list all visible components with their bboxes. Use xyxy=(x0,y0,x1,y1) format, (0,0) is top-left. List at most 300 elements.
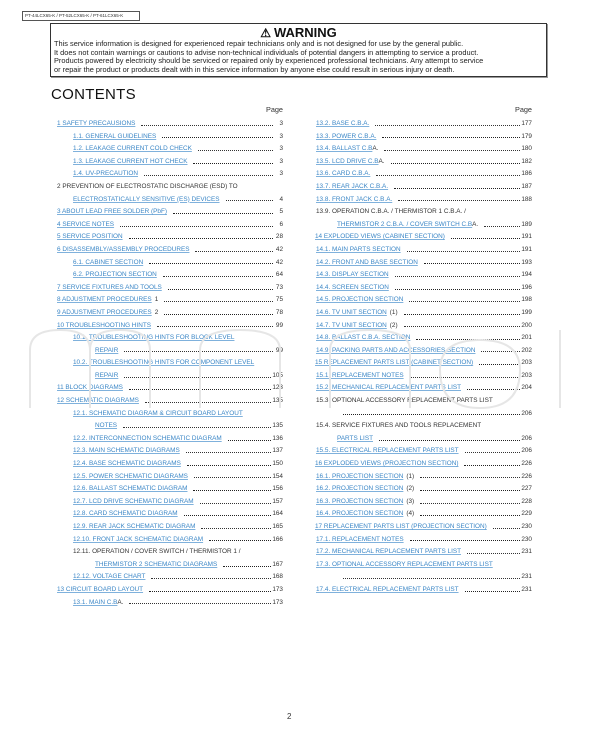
toc-page-number: 179 xyxy=(521,132,532,140)
toc-link[interactable]: 13 CIRCUIT BOARD LAYOUT xyxy=(57,585,144,593)
toc-entry xyxy=(315,420,532,433)
toc-entry[interactable] xyxy=(55,559,283,572)
toc-link[interactable]: REPAIR xyxy=(95,371,119,379)
toc-entry[interactable] xyxy=(315,320,532,333)
toc-link[interactable]: 1.3. LEAKAGE CURRENT HOT CHECK xyxy=(73,157,188,165)
toc-link[interactable]: 10.1. TROUBLESHOOTING HINTS FOR BLOCK LEVEL xyxy=(73,334,235,342)
toc-page-number: 230 xyxy=(521,535,532,543)
toc-page-number: 206 xyxy=(521,409,532,417)
toc-entry[interactable] xyxy=(55,168,283,181)
model-number-label: PT-44LCX65-K / PT-52LCX65-K / PT-61LCX65-K xyxy=(22,11,140,21)
toc-link[interactable]: 14.2. FRONT AND BASE SECTION xyxy=(316,258,418,266)
dot-leader xyxy=(398,200,520,201)
toc-page-number: 204 xyxy=(521,384,532,392)
toc-entry[interactable] xyxy=(315,445,532,458)
dot-leader xyxy=(410,377,521,378)
toc-entry[interactable] xyxy=(315,219,532,232)
toc-page-number: 3 xyxy=(279,145,283,153)
toc-page-number: 166 xyxy=(272,535,283,543)
toc-entry[interactable] xyxy=(55,370,283,383)
dot-leader xyxy=(464,465,520,466)
toc-link[interactable]: 14.3. DISPLAY SECTION xyxy=(316,271,389,279)
dot-leader xyxy=(420,503,520,504)
toc-link[interactable]: 14.8. BALLAST C.B.A. SECTION xyxy=(316,334,411,342)
warning-triangle-icon: ⚠ xyxy=(260,26,271,40)
toc-link[interactable]: 14 EXPLODED VIEWS (CABINET SECTION) xyxy=(315,233,445,241)
toc-link[interactable]: 12.7. LCD DRIVE SCHEMATIC DIAGRAM xyxy=(73,497,194,505)
toc-entry-suffix: (2) xyxy=(406,485,415,493)
toc-entry[interactable] xyxy=(55,445,283,458)
toc-page-number: 187 xyxy=(521,182,532,190)
dot-leader xyxy=(163,276,273,277)
dot-leader xyxy=(451,238,520,239)
toc-entry[interactable] xyxy=(315,143,532,156)
toc-entry[interactable] xyxy=(315,131,532,144)
toc-page-number: 182 xyxy=(521,157,532,165)
toc-entry[interactable] xyxy=(315,458,532,471)
dot-leader xyxy=(493,528,521,529)
toc-link[interactable]: 8 ADJUSTMENT PROCEDURES xyxy=(57,296,152,304)
toc-entry[interactable] xyxy=(55,206,283,219)
dot-leader xyxy=(168,289,273,290)
toc-entry[interactable] xyxy=(55,345,283,358)
toc-link[interactable]: 16.4. PROJECTION SECTION xyxy=(316,510,404,518)
toc-link[interactable]: 12.9. REAR JACK SCHEMATIC DIAGRAM xyxy=(73,523,196,530)
warning-title-text: WARNING xyxy=(273,25,337,40)
toc-link[interactable]: 1.4. UV-PRECAUTION xyxy=(73,170,138,178)
toc-entry[interactable] xyxy=(315,181,532,194)
dot-leader xyxy=(410,540,521,541)
toc-link[interactable]: 12.6. BALLAST SCHEMATIC DIAGRAM xyxy=(73,485,188,493)
toc-link[interactable]: 15.5. ELECTRICAL REPLACEMENT PARTS LIST xyxy=(316,447,459,455)
toc-entry[interactable] xyxy=(55,320,283,333)
dot-leader xyxy=(198,150,273,151)
toc-page-number: 64 xyxy=(275,271,283,279)
toc-page-number: 5 xyxy=(279,208,283,216)
toc-page-number: 206 xyxy=(521,447,532,455)
page-column-header: Page xyxy=(265,105,283,114)
toc-entry[interactable] xyxy=(55,534,283,547)
toc-entry[interactable] xyxy=(315,546,532,559)
toc-entry[interactable] xyxy=(315,156,532,169)
dot-leader xyxy=(479,364,520,365)
toc-entry xyxy=(315,206,532,219)
toc-link[interactable]: 1.2. LEAKAGE CURRENT COLD CHECK xyxy=(73,145,192,153)
toc-link[interactable]: THERMISTOR 2 SCHEMATIC DIAGRAMS xyxy=(95,560,218,568)
toc-page-number: 226 xyxy=(521,472,532,480)
toc-entry[interactable] xyxy=(55,496,283,509)
toc-link[interactable]: 12.2. INTERCONNECTION SCHEMATIC DIAGRAM xyxy=(73,434,222,442)
toc-entry-suffix: A. xyxy=(372,145,379,153)
dot-leader xyxy=(129,238,273,239)
toc-entry[interactable] xyxy=(315,244,532,257)
toc-link[interactable]: THERMISTOR 2 C.B.A. / COVER SWITCH C.B xyxy=(337,220,473,228)
toc-page-number: 201 xyxy=(521,334,532,342)
toc-page-number: 199 xyxy=(521,308,532,316)
toc-link[interactable]: 13.1. MAIN C.B xyxy=(73,598,118,606)
toc-page-number: 186 xyxy=(521,170,532,178)
toc-entry[interactable] xyxy=(55,269,283,282)
dot-leader xyxy=(343,578,520,579)
toc-heading-text: 15.3. OPTIONAL ACCESSORY REPLACEMENT PARTS LIST xyxy=(316,397,493,405)
toc-link[interactable]: 12.8. CARD SCHEMATIC DIAGRAM xyxy=(73,510,178,518)
toc-page-number: 42 xyxy=(275,258,283,266)
toc-page-number: 105 xyxy=(272,371,283,379)
toc-link[interactable]: 16.2. PROJECTION SECTION xyxy=(316,485,404,493)
toc-link[interactable]: 6 DISASSEMBLY/ASSEMBLY PROCEDURES xyxy=(57,245,190,253)
toc-entry[interactable] xyxy=(315,294,532,307)
toc-link[interactable]: 15 REPLACEMENT PARTS LIST (CABINET SECTION) xyxy=(315,359,474,367)
toc-page-number: 6 xyxy=(279,220,283,228)
dot-leader xyxy=(226,200,273,201)
toc-entry[interactable] xyxy=(55,483,283,496)
dot-leader xyxy=(375,125,520,126)
toc-link[interactable]: 3 ABOUT LEAD FREE SOLDER (PbF) xyxy=(57,208,167,216)
toc-entry-suffix: A. xyxy=(472,220,479,228)
toc-link[interactable]: 17.1. REPLACEMENT NOTES xyxy=(316,535,404,543)
toc-entry[interactable] xyxy=(315,496,532,509)
toc-entry-suffix: (1) xyxy=(389,308,398,316)
toc-link[interactable]: 13.7. REAR JACK C.B.A. xyxy=(316,182,389,190)
toc-link[interactable]: 5 SERVICE POSITION xyxy=(57,233,123,241)
warning-line: or repair the product or products dealt with in this service information by anyone else could result in serious injury or death. xyxy=(54,64,455,74)
dot-leader xyxy=(484,226,520,227)
dot-leader xyxy=(184,515,272,516)
toc-entry xyxy=(55,181,283,194)
toc-link[interactable]: 13.8. FRONT JACK C.B.A. xyxy=(316,195,393,203)
toc-page-number: 135 xyxy=(272,397,283,405)
toc-link[interactable]: 11 BLOCK DIAGRAMS xyxy=(57,384,123,392)
toc-entry[interactable] xyxy=(315,269,532,282)
toc-entry[interactable] xyxy=(55,571,283,584)
toc-link[interactable]: 10 TROUBLESHOOTING HINTS xyxy=(57,321,151,329)
toc-link[interactable]: PARTS LIST xyxy=(337,434,373,442)
toc-page-number: 165 xyxy=(272,523,283,530)
toc-page-number: 228 xyxy=(521,497,532,505)
toc-link[interactable]: 10.2. TROUBLESHOOTING HINTS FOR COMPONENT LEVEL xyxy=(73,359,255,367)
dot-leader xyxy=(420,477,520,478)
dot-leader xyxy=(465,591,521,592)
toc-link[interactable]: 12.4. BASE SCHEMATIC DIAGRAMS xyxy=(73,460,181,468)
toc-page-number: 173 xyxy=(272,598,283,606)
toc-entry[interactable] xyxy=(55,408,283,421)
toc-page-number: 164 xyxy=(272,510,283,518)
toc-page-number: 3 xyxy=(279,120,283,127)
toc-heading-text: 15.4. SERVICE FIXTURES AND TOOLS REPLACEMENT xyxy=(316,422,482,430)
toc-page-number: 167 xyxy=(272,560,283,568)
warning-title xyxy=(51,26,546,40)
toc-link[interactable]: 14.4. SCREEN SECTION xyxy=(316,283,389,291)
toc-link[interactable]: 17.4. ELECTRICAL REPLACEMENT PARTS LIST xyxy=(316,585,459,593)
toc-page-number: 196 xyxy=(521,283,532,291)
toc-link[interactable]: 14.6. TV UNIT SECTION xyxy=(316,308,387,316)
toc-page-number: 206 xyxy=(521,434,532,442)
toc-heading-text: 2 PREVENTION OF ELECTROSTATIC DISCHARGE (ESD) TO xyxy=(57,182,238,190)
dot-leader xyxy=(467,553,520,554)
toc-page-number: 191 xyxy=(521,245,532,253)
toc-link[interactable]: 13.2. BASE C.B.A. xyxy=(316,120,370,127)
toc-entry[interactable] xyxy=(315,118,532,131)
toc-page-number: 136 xyxy=(272,434,283,442)
toc-page-number: 168 xyxy=(272,573,283,581)
toc-page-number: 226 xyxy=(521,460,532,468)
toc-link[interactable]: 13.5. LCD DRIVE C.B xyxy=(316,157,379,165)
toc-entry[interactable] xyxy=(55,420,283,433)
toc-entry-suffix: A. xyxy=(117,598,124,606)
toc-heading-text: 13.9. OPERATION C.B.A. / THERMISTOR 1 C.B.A. / xyxy=(316,208,466,216)
toc-link[interactable]: 7 SERVICE FIXTURES AND TOOLS xyxy=(57,283,162,291)
toc-link[interactable]: 14.1. MAIN PARTS SECTION xyxy=(316,245,401,253)
toc-link[interactable]: 16.1. PROJECTION SECTION xyxy=(316,472,404,480)
toc-heading-text: 12.11. OPERATION / COVER SWITCH / THERMISTOR 1 / xyxy=(73,548,241,556)
toc-page-number: 173 xyxy=(272,585,283,593)
toc-link[interactable]: 12.10. FRONT JACK SCHEMATIC DIAGRAM xyxy=(73,535,204,543)
toc-entry[interactable] xyxy=(315,370,532,383)
dot-leader xyxy=(194,477,271,478)
warning-line: This service information is designed for experienced repair technicians only and is not designed for use by the general public. xyxy=(54,39,464,48)
toc-entry[interactable] xyxy=(55,521,283,534)
dot-leader xyxy=(424,263,521,264)
toc-entry[interactable] xyxy=(55,357,283,370)
toc-link[interactable]: 4 SERVICE NOTES xyxy=(57,220,115,228)
warning-line: Products powered by electricity should be serviced or repaired only by experienced professional technicians. Any attempt to service xyxy=(54,56,484,66)
toc-entry-suffix: (1) xyxy=(406,472,415,480)
toc-link[interactable]: 6.1. CABINET SECTION xyxy=(73,258,144,266)
toc-entry[interactable] xyxy=(55,332,283,345)
toc-page-number: 231 xyxy=(521,548,532,556)
toc-page-number: 227 xyxy=(521,485,532,493)
toc-page-number: 78 xyxy=(275,308,283,316)
toc-entry[interactable] xyxy=(55,231,283,244)
toc-page-number: 3 xyxy=(279,157,283,165)
toc-link[interactable]: 6.2. PROJECTION SECTION xyxy=(73,271,157,279)
toc-entry[interactable] xyxy=(55,382,283,395)
toc-page-number: 180 xyxy=(521,145,532,153)
toc-entry[interactable] xyxy=(55,194,283,207)
toc-entry[interactable] xyxy=(55,244,283,257)
toc-entry-suffix: (2) xyxy=(389,321,398,329)
dot-leader xyxy=(164,301,273,302)
toc-entry[interactable] xyxy=(315,231,532,244)
toc-right-column xyxy=(315,104,532,597)
dot-leader xyxy=(157,326,273,327)
toc-page-number: 231 xyxy=(521,585,532,593)
dot-leader xyxy=(420,515,520,516)
toc-link[interactable]: 12.12. VOLTAGE CHART xyxy=(73,573,146,581)
toc-link[interactable]: 13.3. POWER C.B.A. xyxy=(316,132,377,140)
toc-entry[interactable] xyxy=(55,395,283,408)
toc-page-number: 202 xyxy=(521,346,532,354)
toc-page-number: 99 xyxy=(275,346,283,354)
toc-page-number: 75 xyxy=(275,296,283,304)
dot-leader xyxy=(186,452,272,453)
toc-page-number: 231 xyxy=(521,573,532,581)
toc-page-number: 135 xyxy=(272,422,283,430)
warning-box xyxy=(50,23,547,77)
toc-page-number: 73 xyxy=(275,283,283,291)
toc-list-right xyxy=(315,118,532,597)
dot-leader xyxy=(420,490,520,491)
dot-leader xyxy=(465,452,521,453)
toc-link[interactable]: 16 EXPLODED VIEWS (PROJECTION SECTION) xyxy=(315,460,459,468)
toc-page-number: 99 xyxy=(275,321,283,329)
toc-link[interactable]: 12.1. SCHEMATIC DIAGRAM & CIRCUIT BOARD LAYOUT xyxy=(73,409,243,417)
toc-left-column xyxy=(55,104,283,609)
toc-page-number: 188 xyxy=(521,195,532,203)
toc-page-number: 42 xyxy=(275,245,283,253)
dot-leader xyxy=(404,314,521,315)
toc-link[interactable]: 1.1. GENERAL GUIDELINES xyxy=(73,132,157,140)
toc-page-number: 156 xyxy=(272,485,283,493)
toc-page-number: 191 xyxy=(521,233,532,241)
toc-entry[interactable] xyxy=(55,257,283,270)
toc-entry-suffix: 1 xyxy=(154,296,159,304)
toc-entry[interactable] xyxy=(55,219,283,232)
dot-leader xyxy=(395,276,521,277)
dot-leader xyxy=(141,125,273,126)
toc-entry[interactable] xyxy=(315,345,532,358)
toc-link[interactable]: REPAIR xyxy=(95,346,119,354)
toc-page-number: 177 xyxy=(521,120,532,127)
toc-page-number: 3 xyxy=(279,132,283,140)
toc-link[interactable]: 17.3. OPTIONAL ACCESSORY REPLACEMENT PARTS LIST xyxy=(316,560,493,568)
toc-link[interactable]: 17.2. MECHANICAL REPLACEMENT PARTS LIST xyxy=(316,548,462,556)
toc-entry[interactable] xyxy=(315,307,532,320)
toc-page-number: 230 xyxy=(521,523,532,530)
toc-link[interactable]: 9 ADJUSTMENT PROCEDURES xyxy=(57,308,152,316)
toc-page-number: 193 xyxy=(521,258,532,266)
dot-leader xyxy=(407,251,521,252)
toc-entry[interactable] xyxy=(55,156,283,169)
toc-entry[interactable] xyxy=(55,597,283,610)
dot-leader xyxy=(201,528,271,529)
toc-link[interactable]: 14.9. PACKING PARTS AND ACCESSORIES SECTION xyxy=(316,346,476,354)
toc-link[interactable]: 15.2. MECHANICAL REPLACEMENT PARTS LIST xyxy=(316,384,462,392)
toc-entry-suffix: (3) xyxy=(406,497,415,505)
dot-leader xyxy=(162,137,273,138)
toc-link[interactable]: 12.5. POWER SCHEMATIC DIAGRAMS xyxy=(73,472,188,480)
toc-entry[interactable] xyxy=(315,521,532,534)
dot-leader xyxy=(200,503,272,504)
dot-leader xyxy=(123,427,271,428)
toc-entry[interactable] xyxy=(55,131,283,144)
toc-page-number: 154 xyxy=(272,472,283,480)
toc-entry[interactable] xyxy=(55,584,283,597)
toc-entry[interactable] xyxy=(315,257,532,270)
dot-leader xyxy=(164,314,273,315)
toc-page-number: 229 xyxy=(521,510,532,518)
toc-entry-suffix: (4) xyxy=(406,510,415,518)
toc-entry xyxy=(315,408,532,421)
toc-page-number: 203 xyxy=(521,359,532,367)
toc-entry[interactable] xyxy=(315,471,532,484)
toc-link[interactable]: NOTES xyxy=(95,422,118,430)
toc-entry[interactable] xyxy=(55,294,283,307)
dot-leader xyxy=(416,339,520,340)
dot-leader xyxy=(409,301,520,302)
dot-leader xyxy=(343,414,520,415)
toc-link[interactable]: 1 SAFETY PRECAUSIONS xyxy=(57,120,136,127)
toc-entry[interactable] xyxy=(315,483,532,496)
toc-entry xyxy=(315,395,532,408)
toc-page-number: 203 xyxy=(521,371,532,379)
dot-leader xyxy=(124,351,273,352)
toc-page-number: 4 xyxy=(279,195,283,203)
toc-entry[interactable] xyxy=(315,168,532,181)
dot-leader xyxy=(395,289,521,290)
toc-entry xyxy=(315,571,532,584)
toc-link[interactable]: 15.1. REPLACEMENT NOTES xyxy=(316,371,404,379)
toc-link[interactable]: 12 SCHEMATIC DIAGRAMS xyxy=(57,397,139,405)
toc-link[interactable]: 14.5. PROJECTION SECTION xyxy=(316,296,404,304)
dot-leader xyxy=(173,213,273,214)
dot-leader xyxy=(384,150,520,151)
toc-entry[interactable] xyxy=(315,382,532,395)
dot-leader xyxy=(209,540,271,541)
toc-page-number: 189 xyxy=(521,220,532,228)
toc-entry[interactable] xyxy=(55,307,283,320)
toc-entry[interactable] xyxy=(315,584,532,597)
dot-leader xyxy=(404,326,521,327)
dot-leader xyxy=(193,490,271,491)
toc-entry[interactable] xyxy=(315,534,532,547)
dot-leader xyxy=(391,163,521,164)
toc-link[interactable]: 16.3. PROJECTION SECTION xyxy=(316,497,404,505)
toc-link[interactable]: 14.7. TV UNIT SECTION xyxy=(316,321,387,329)
dot-leader xyxy=(195,251,273,252)
toc-list-left xyxy=(55,118,283,609)
dot-leader xyxy=(223,566,271,567)
toc-page-number: 137 xyxy=(272,447,283,455)
toc-entry[interactable] xyxy=(315,433,532,446)
dot-leader xyxy=(124,377,271,378)
toc-link[interactable]: ELECTROSTATICALLY SENSITIVE (ES) DEVICES xyxy=(73,195,220,203)
toc-entry[interactable] xyxy=(55,458,283,471)
toc-entry[interactable] xyxy=(55,433,283,446)
toc-link[interactable]: 13.6. CARD C.B.A. xyxy=(316,170,371,178)
dot-leader xyxy=(129,603,271,604)
dot-leader xyxy=(481,351,520,352)
dot-leader xyxy=(382,137,520,138)
dot-leader xyxy=(467,389,520,390)
warning-line: It does not contain warnings or cautions to advise non-technical individuals of potential dangers in attempting to service a product. xyxy=(54,47,479,57)
toc-entry[interactable] xyxy=(315,508,532,521)
toc-link[interactable]: 13.4. BALLAST C.B xyxy=(316,145,373,153)
dot-leader xyxy=(144,175,273,176)
toc-page-number: 198 xyxy=(521,296,532,304)
toc-link[interactable]: 17 REPLACEMENT PARTS LIST (PROJECTION SECTION) xyxy=(315,523,487,530)
dot-leader xyxy=(394,188,520,189)
toc-entry[interactable] xyxy=(315,357,532,370)
toc-entry[interactable] xyxy=(55,508,283,521)
dot-leader xyxy=(149,263,273,264)
toc-entry[interactable] xyxy=(315,332,532,345)
toc-link[interactable]: 12.3. MAIN SCHEMATIC DIAGRAMS xyxy=(73,447,180,455)
toc-entry[interactable] xyxy=(55,471,283,484)
toc-entry[interactable] xyxy=(55,143,283,156)
toc-page-number: 150 xyxy=(272,460,283,468)
dot-leader xyxy=(376,175,520,176)
toc-entry[interactable] xyxy=(55,118,283,131)
toc-entry[interactable] xyxy=(315,559,532,572)
toc-entry[interactable] xyxy=(315,282,532,295)
dot-leader xyxy=(379,440,520,441)
toc-page-number: 123 xyxy=(272,384,283,392)
dot-leader xyxy=(129,389,271,390)
toc-entry[interactable] xyxy=(315,194,532,207)
toc-entry[interactable] xyxy=(55,282,283,295)
dot-leader xyxy=(145,402,271,403)
